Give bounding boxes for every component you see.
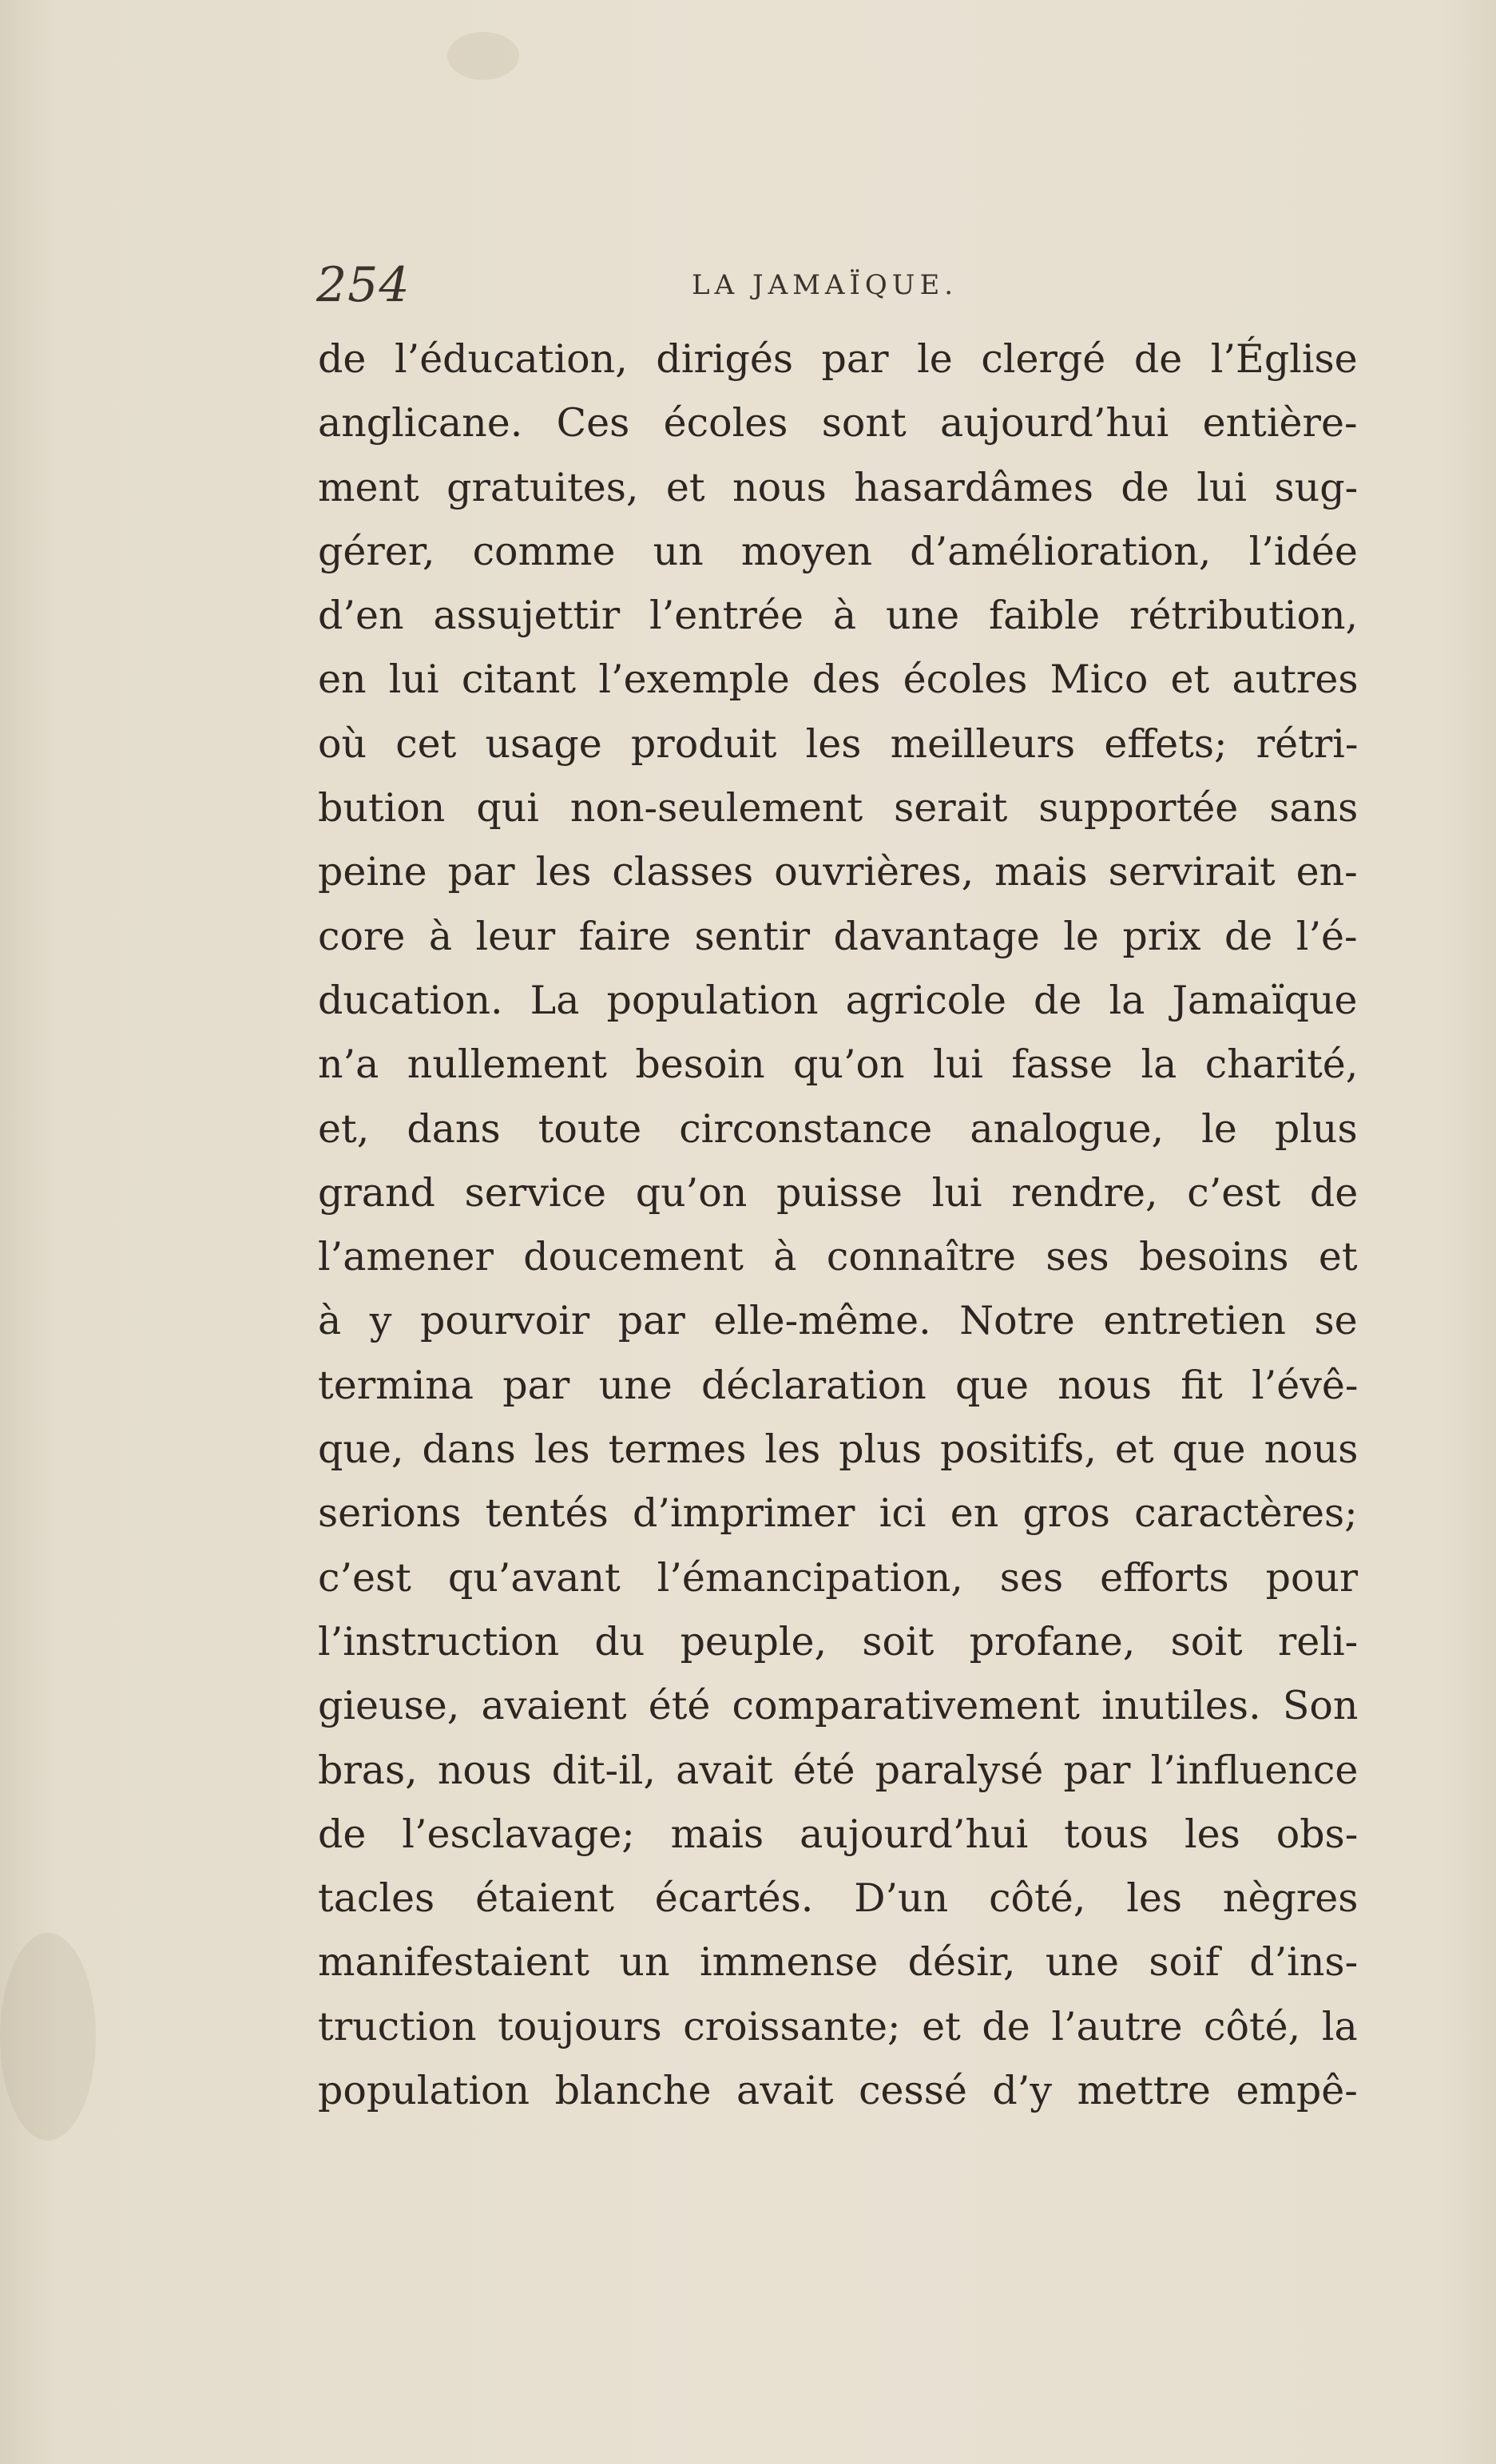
text-line: serions tentés d’imprimer ici en gros caractères;	[318, 1490, 1358, 1537]
text-line: manifestaient un immense désir, une soif d’ins-	[318, 1939, 1358, 1986]
text-line: à y pourvoir par elle-même. Notre entretien se	[318, 1298, 1358, 1344]
body-text	[318, 327, 1358, 2123]
text-line: où cet usage produit les meilleurs effets; rétri-	[318, 720, 1358, 767]
text-line: core à leur faire sentir davantage le prix de l’é-	[318, 913, 1358, 959]
text-line: termina par une déclaration que nous fit l’évê-	[318, 1362, 1358, 1408]
text-line: gieuse, avaient été comparativement inutiles. Son	[318, 1683, 1358, 1729]
text-line: ducation. La population agricole de la Jamaïque	[318, 977, 1358, 1023]
text-line: anglicane. Ces écoles sont aujourd’hui entière-	[318, 400, 1358, 446]
text-line: bras, nous dit-il, avait été paralysé par l’influence	[318, 1747, 1358, 1793]
text-line: truction toujours croissante; et de l’autre côté, la	[318, 2003, 1358, 2049]
running-title: LA JAMAÏQUE.	[692, 269, 958, 301]
text-line: bution qui non-seulement serait supportée sans	[318, 785, 1358, 831]
text-line: de l’esclavage; mais aujourd’hui tous les obs-	[318, 1811, 1358, 1857]
text-line: n’a nullement besoin qu’on lui fasse la charité,	[318, 1042, 1358, 1088]
text-line: de l’éducation, dirigés par le clergé de l’Église	[318, 336, 1358, 382]
text-line: peine par les classes ouvrières, mais servirait en-	[318, 849, 1358, 895]
text-line: gérer, comme un moyen d’amélioration, l’idée	[318, 528, 1358, 574]
text-line: l’instruction du peuple, soit profane, soit reli-	[318, 1618, 1358, 1664]
text-line: et, dans toute circonstance analogue, le plus	[318, 1105, 1358, 1152]
text-line: population blanche avait cessé d’y mettre empê-	[318, 2068, 1358, 2114]
page-header	[316, 257, 1355, 313]
text-line: ment gratuites, et nous hasardâmes de lui sug-	[318, 464, 1358, 510]
paper-stain	[447, 32, 519, 80]
text-line: tacles étaient écartés. D’un côté, les nègres	[318, 1875, 1358, 1922]
text-line: c’est qu’avant l’émancipation, ses efforts pour	[318, 1554, 1358, 1601]
text-line: en lui citant l’exemple des écoles Mico et autres	[318, 657, 1358, 703]
text-line: l’amener doucement à connaître ses besoins et	[318, 1234, 1358, 1280]
text-line: que, dans les termes les plus positifs, et que nous	[318, 1426, 1358, 1473]
paper-stain	[0, 1933, 96, 2141]
text-line: grand service qu’on puisse lui rendre, c’est de	[318, 1169, 1358, 1216]
text-line: d’en assujettir l’entrée à une faible rétribution,	[318, 593, 1358, 639]
page-number: 254	[316, 257, 411, 313]
